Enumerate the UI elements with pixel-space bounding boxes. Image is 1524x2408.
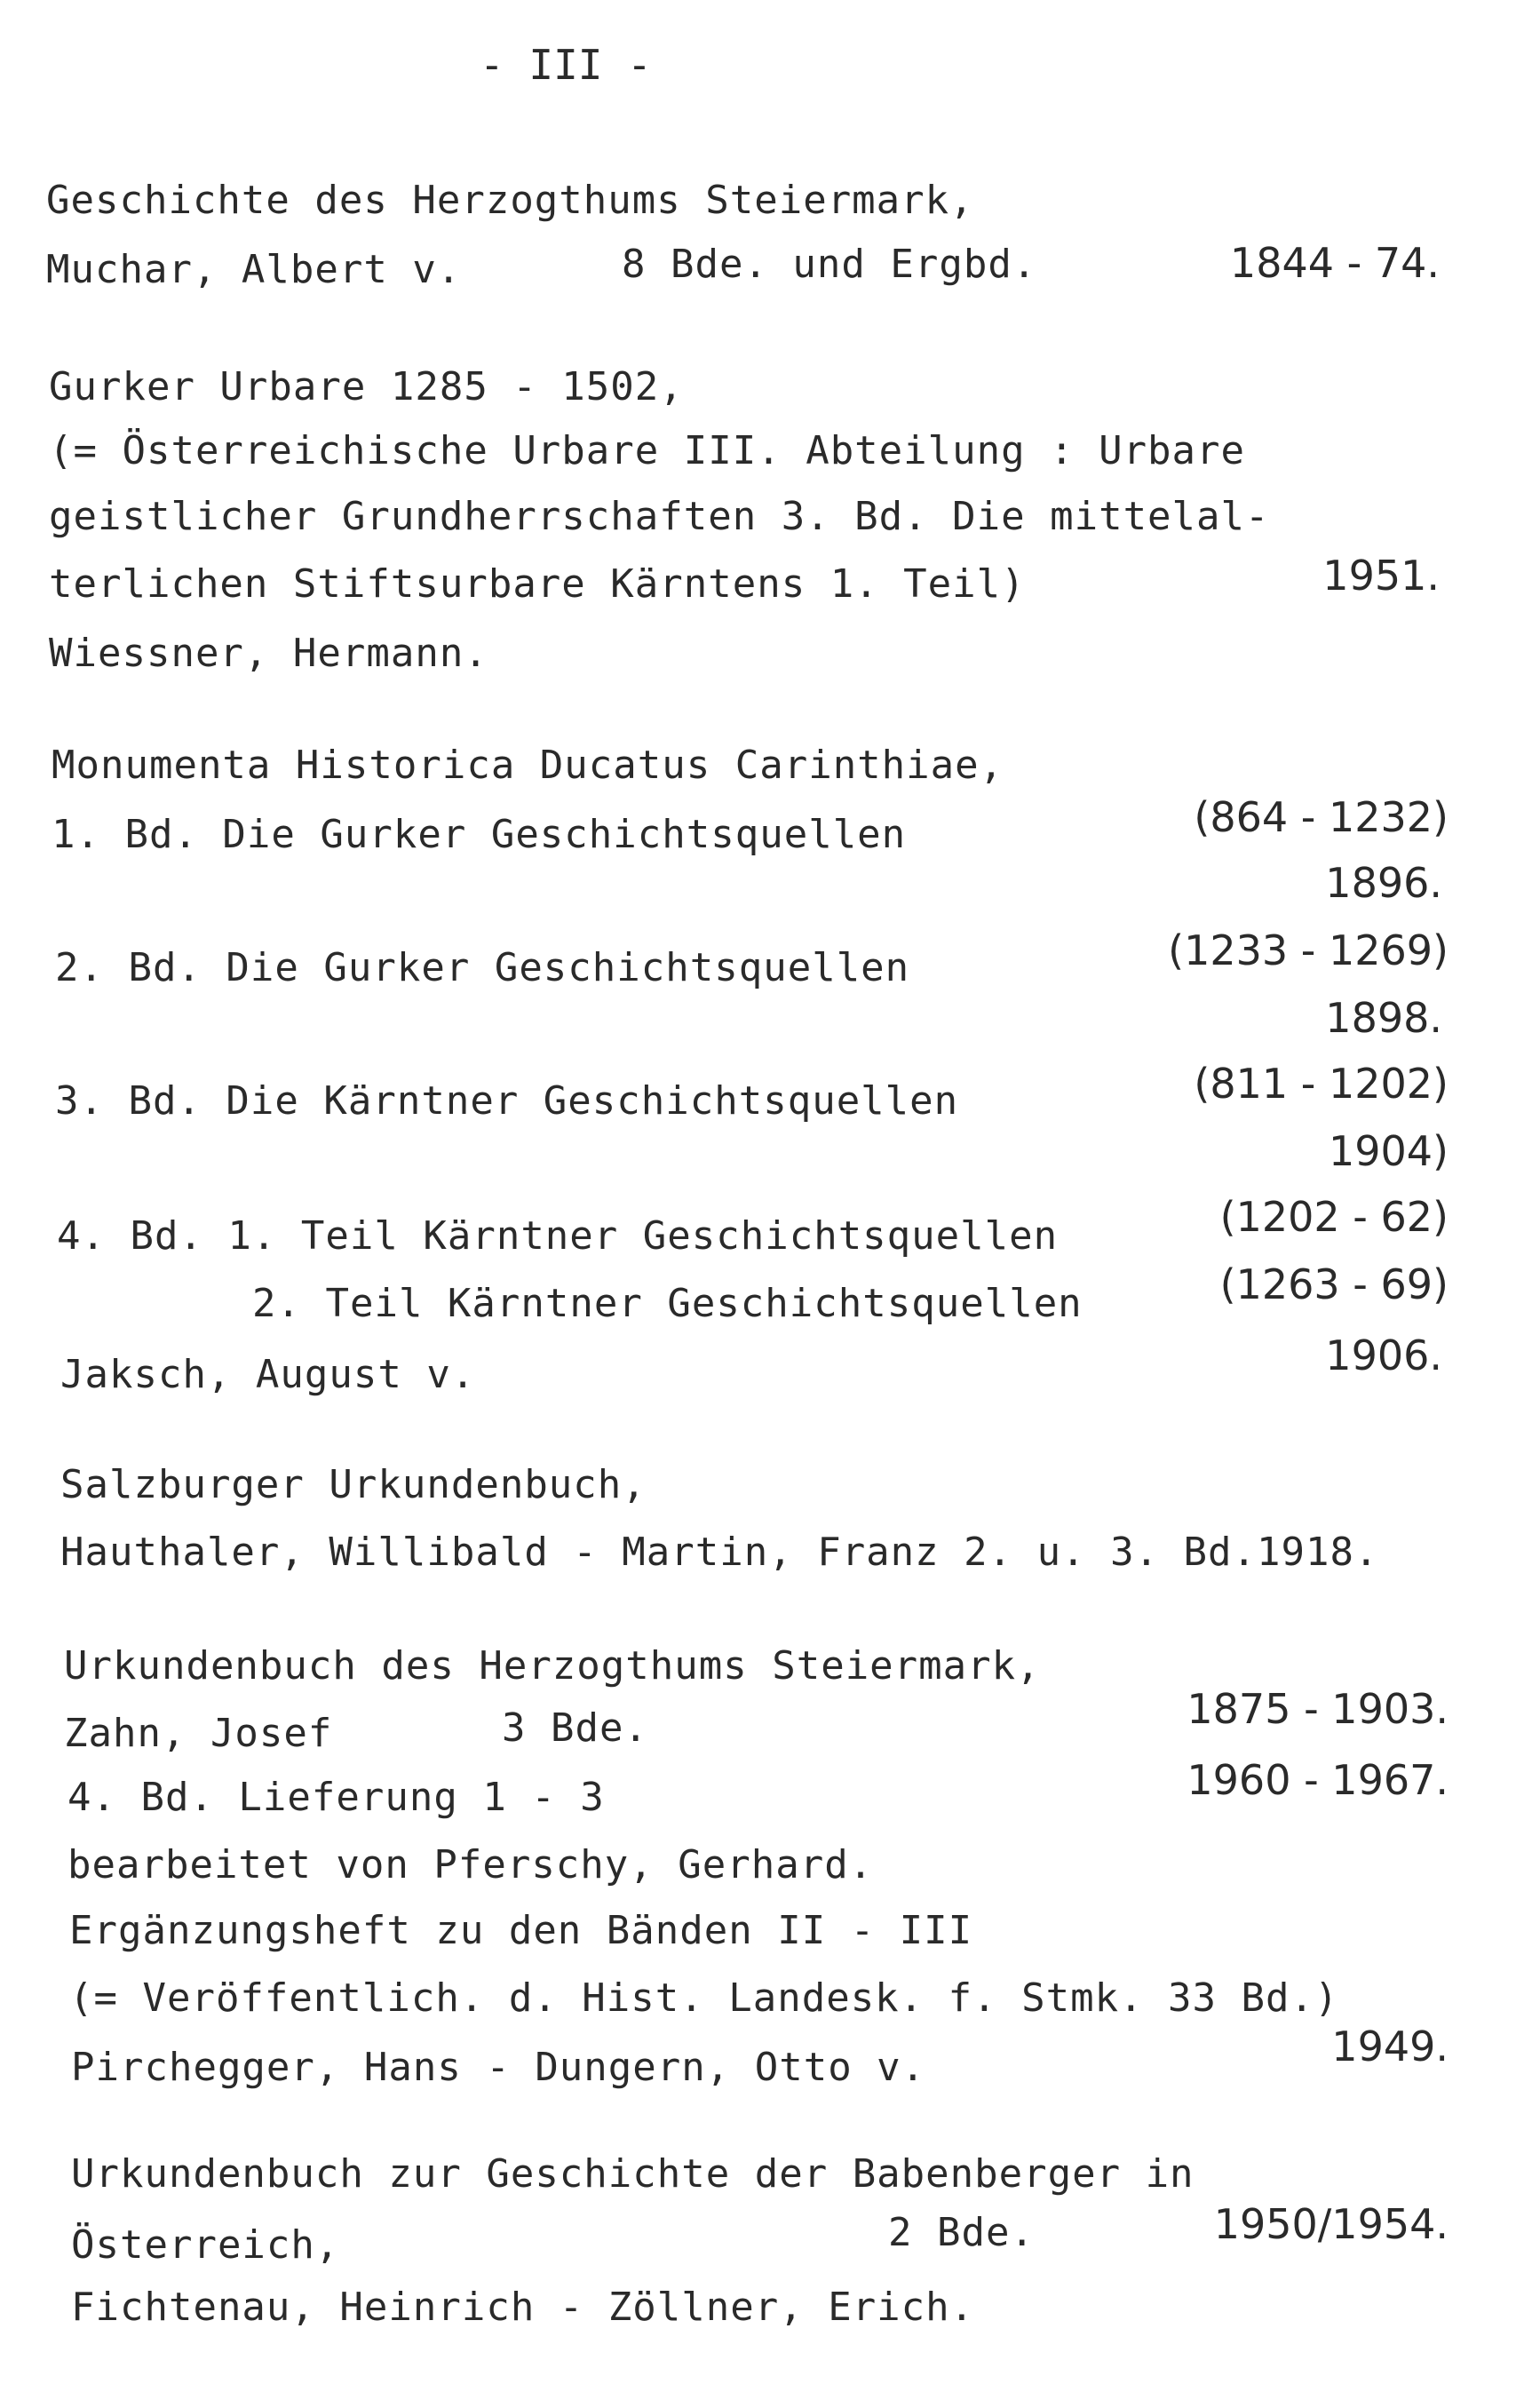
entry-2-year: 1951. <box>1322 552 1440 600</box>
entry-1-year: 1844 - 74. <box>1229 239 1440 287</box>
entry-3-vol-4-part-2-range: (1263 - 69) <box>1219 1260 1449 1308</box>
entry-3-vol-4-part-1: 4. Bd. 1. Teil Kärntner Geschichtsquellen <box>57 1213 1059 1259</box>
entry-6-line-3: Fichtenau, Heinrich - Zöllner, Erich. <box>71 2285 975 2330</box>
entry-5-title: Urkundenbuch des Herzogthums Steiermark, <box>64 1643 1041 1689</box>
entry-6-line-1: Urkundenbuch zur Geschichte der Babenberger in <box>71 2151 1195 2197</box>
entry-3-vol-3: 3. Bd. Die Kärntner Geschichtsquellen <box>55 1078 959 1124</box>
entry-2-line-4: terlichen Stiftsurbare Kärntens 1. Teil) <box>49 561 1026 607</box>
entry-2-line-1: Gurker Urbare 1285 - 1502, <box>49 364 684 409</box>
entry-3-vol-3-range: (811 - 1202) <box>1194 1060 1449 1108</box>
entry-2-line-2: (= Österreichische Urbare III. Abteilung : Urbare <box>49 428 1246 473</box>
entry-6-volumes: 2 Bde. <box>888 2210 1035 2255</box>
entry-3-title: Monumenta Historica Ducatus Carinthiae, <box>52 743 1004 788</box>
entry-3-vol-2-range: (1233 - 1269) <box>1168 926 1449 974</box>
entry-5-line-6: (= Veröffentlich. d. Hist. Landesk. f. Stmk. 33 Bd.) <box>69 1975 1339 2021</box>
entry-5-year-3: 1949. <box>1331 2023 1449 2070</box>
entry-3-vol-4-part-2: 2. Teil Kärntner Geschichtsquellen <box>252 1281 1083 1326</box>
entry-3-author: Jaksch, August v. <box>60 1352 476 1397</box>
entry-3-vol-2: 2. Bd. Die Gurker Geschichtsquellen <box>55 945 910 990</box>
entry-5-line-3: 4. Bd. Lieferung 1 - 3 <box>67 1775 605 1820</box>
entry-1-author: Muchar, Albert v. <box>46 247 462 292</box>
entry-2-author: Wiessner, Hermann. <box>49 631 488 676</box>
entry-3-vol-1: 1. Bd. Die Gurker Geschichtsquellen <box>52 812 907 857</box>
entry-5-years-2: 1960 - 1967. <box>1187 1756 1449 1804</box>
entry-6-line-2: Österreich, <box>71 2222 340 2268</box>
entry-4-title: Salzburger Urkundenbuch, <box>60 1462 647 1507</box>
entry-5-author: Zahn, Josef <box>64 1711 333 1756</box>
page-number: - III - <box>480 41 652 89</box>
entry-2-line-3: geistlicher Grundherrschaften 3. Bd. Die mittelal- <box>49 494 1270 539</box>
entry-5-volumes: 3 Bde. <box>502 1705 648 1751</box>
entry-5-years-1: 1875 - 1903. <box>1187 1685 1449 1733</box>
entry-4-line-2: Hauthaler, Willibald - Martin, Franz 2. u. 3. Bd.1918. <box>60 1530 1379 1575</box>
entry-5-line-4: bearbeitet von Pferschy, Gerhard. <box>67 1842 874 1887</box>
entry-3-vol-1-year: 1896. <box>1325 859 1442 907</box>
entry-3-vol-4-part-1-range: (1202 - 62) <box>1219 1193 1449 1241</box>
entry-6-years: 1950/1954. <box>1213 2200 1449 2248</box>
entry-3-vol-3-year: 1904) <box>1328 1127 1449 1175</box>
entry-5-line-5: Ergänzungsheft zu den Bänden II - III <box>69 1908 973 1953</box>
entry-3-vol-2-year: 1898. <box>1325 994 1442 1042</box>
entry-3-year: 1906. <box>1325 1331 1442 1379</box>
entry-1-title: Geschichte des Herzogthums Steiermark, <box>46 178 974 223</box>
entry-5-line-7: Pirchegger, Hans - Dungern, Otto v. <box>71 2045 926 2090</box>
entry-3-vol-1-range: (864 - 1232) <box>1194 793 1449 841</box>
entry-1-volumes: 8 Bde. und Ergbd. <box>622 242 1037 287</box>
